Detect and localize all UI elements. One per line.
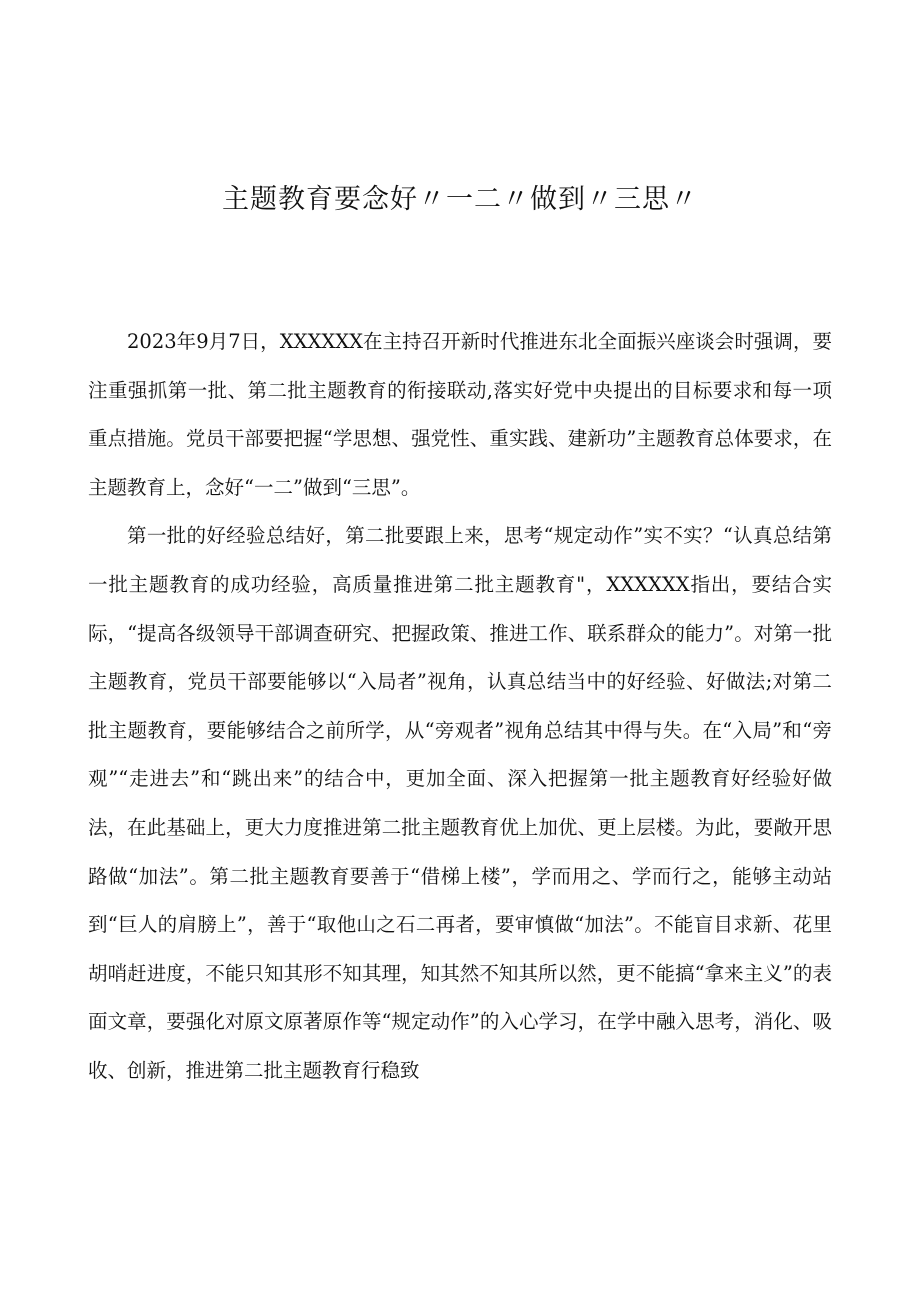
paragraph-1: 2023年9月7日，XXXXXX在主持召开新时代推进东北全面振兴座谈会时强调，要注重强抓第一批、第二批主题教育的衔接联动,落实好党中央提出的目标要求和每一项重点措施。党员干部要把握“学思想、强党性、重实践、建新功”主题教育总体要求，在主题教育上，念好“一二”做到“三思”。 <box>88 330 832 499</box>
document-body <box>88 318 832 1096</box>
document-title: 主题教育要念好〃一二〃做到〃三思〃 <box>222 184 698 215</box>
paragraph-2: 第一批的好经验总结好，第二批要跟上来，思考“规定动作”实不实？“认真总结第一批主题教育的成功经验，高质量推进第二批主题教育"，XXXXXX指出，要结合实际，“提高各级领导干部调查研究、把握政策、推进工作、联系群众的能力”。对第一批主题教育，党员干部要能够以“入局者”视角，认真总结当中的好经验、好做法;对第二批主题教育，要能够结合之前所学，从“旁观者”视角总结其中得与失。在“入局”和“旁观”“走进去”和“跳出来”的结合中，更加全面、深入把握第一批主题教育好经验好做法，在此基础上，更大力度推进第二批主题教育优上加优、更上层楼。为此，要敞开思路做“加法”。第二批主题教育要善于“借梯上楼”，学而用之、学而行之，能够主动站到“巨人的肩膀上”，善于“取他山之石二再者，要审慎做“加法”。不能盲目求新、花里胡哨赶进度，不能只知其形不知其理，知其然不知其所以然，更不能搞“拿来主义”的表面文章，要强化对原文原著原作等“规定动作”的入心学习，在学中融入思考，消化、吸收、创新，推进第二批主题教育行稳致 <box>88 524 832 1082</box>
